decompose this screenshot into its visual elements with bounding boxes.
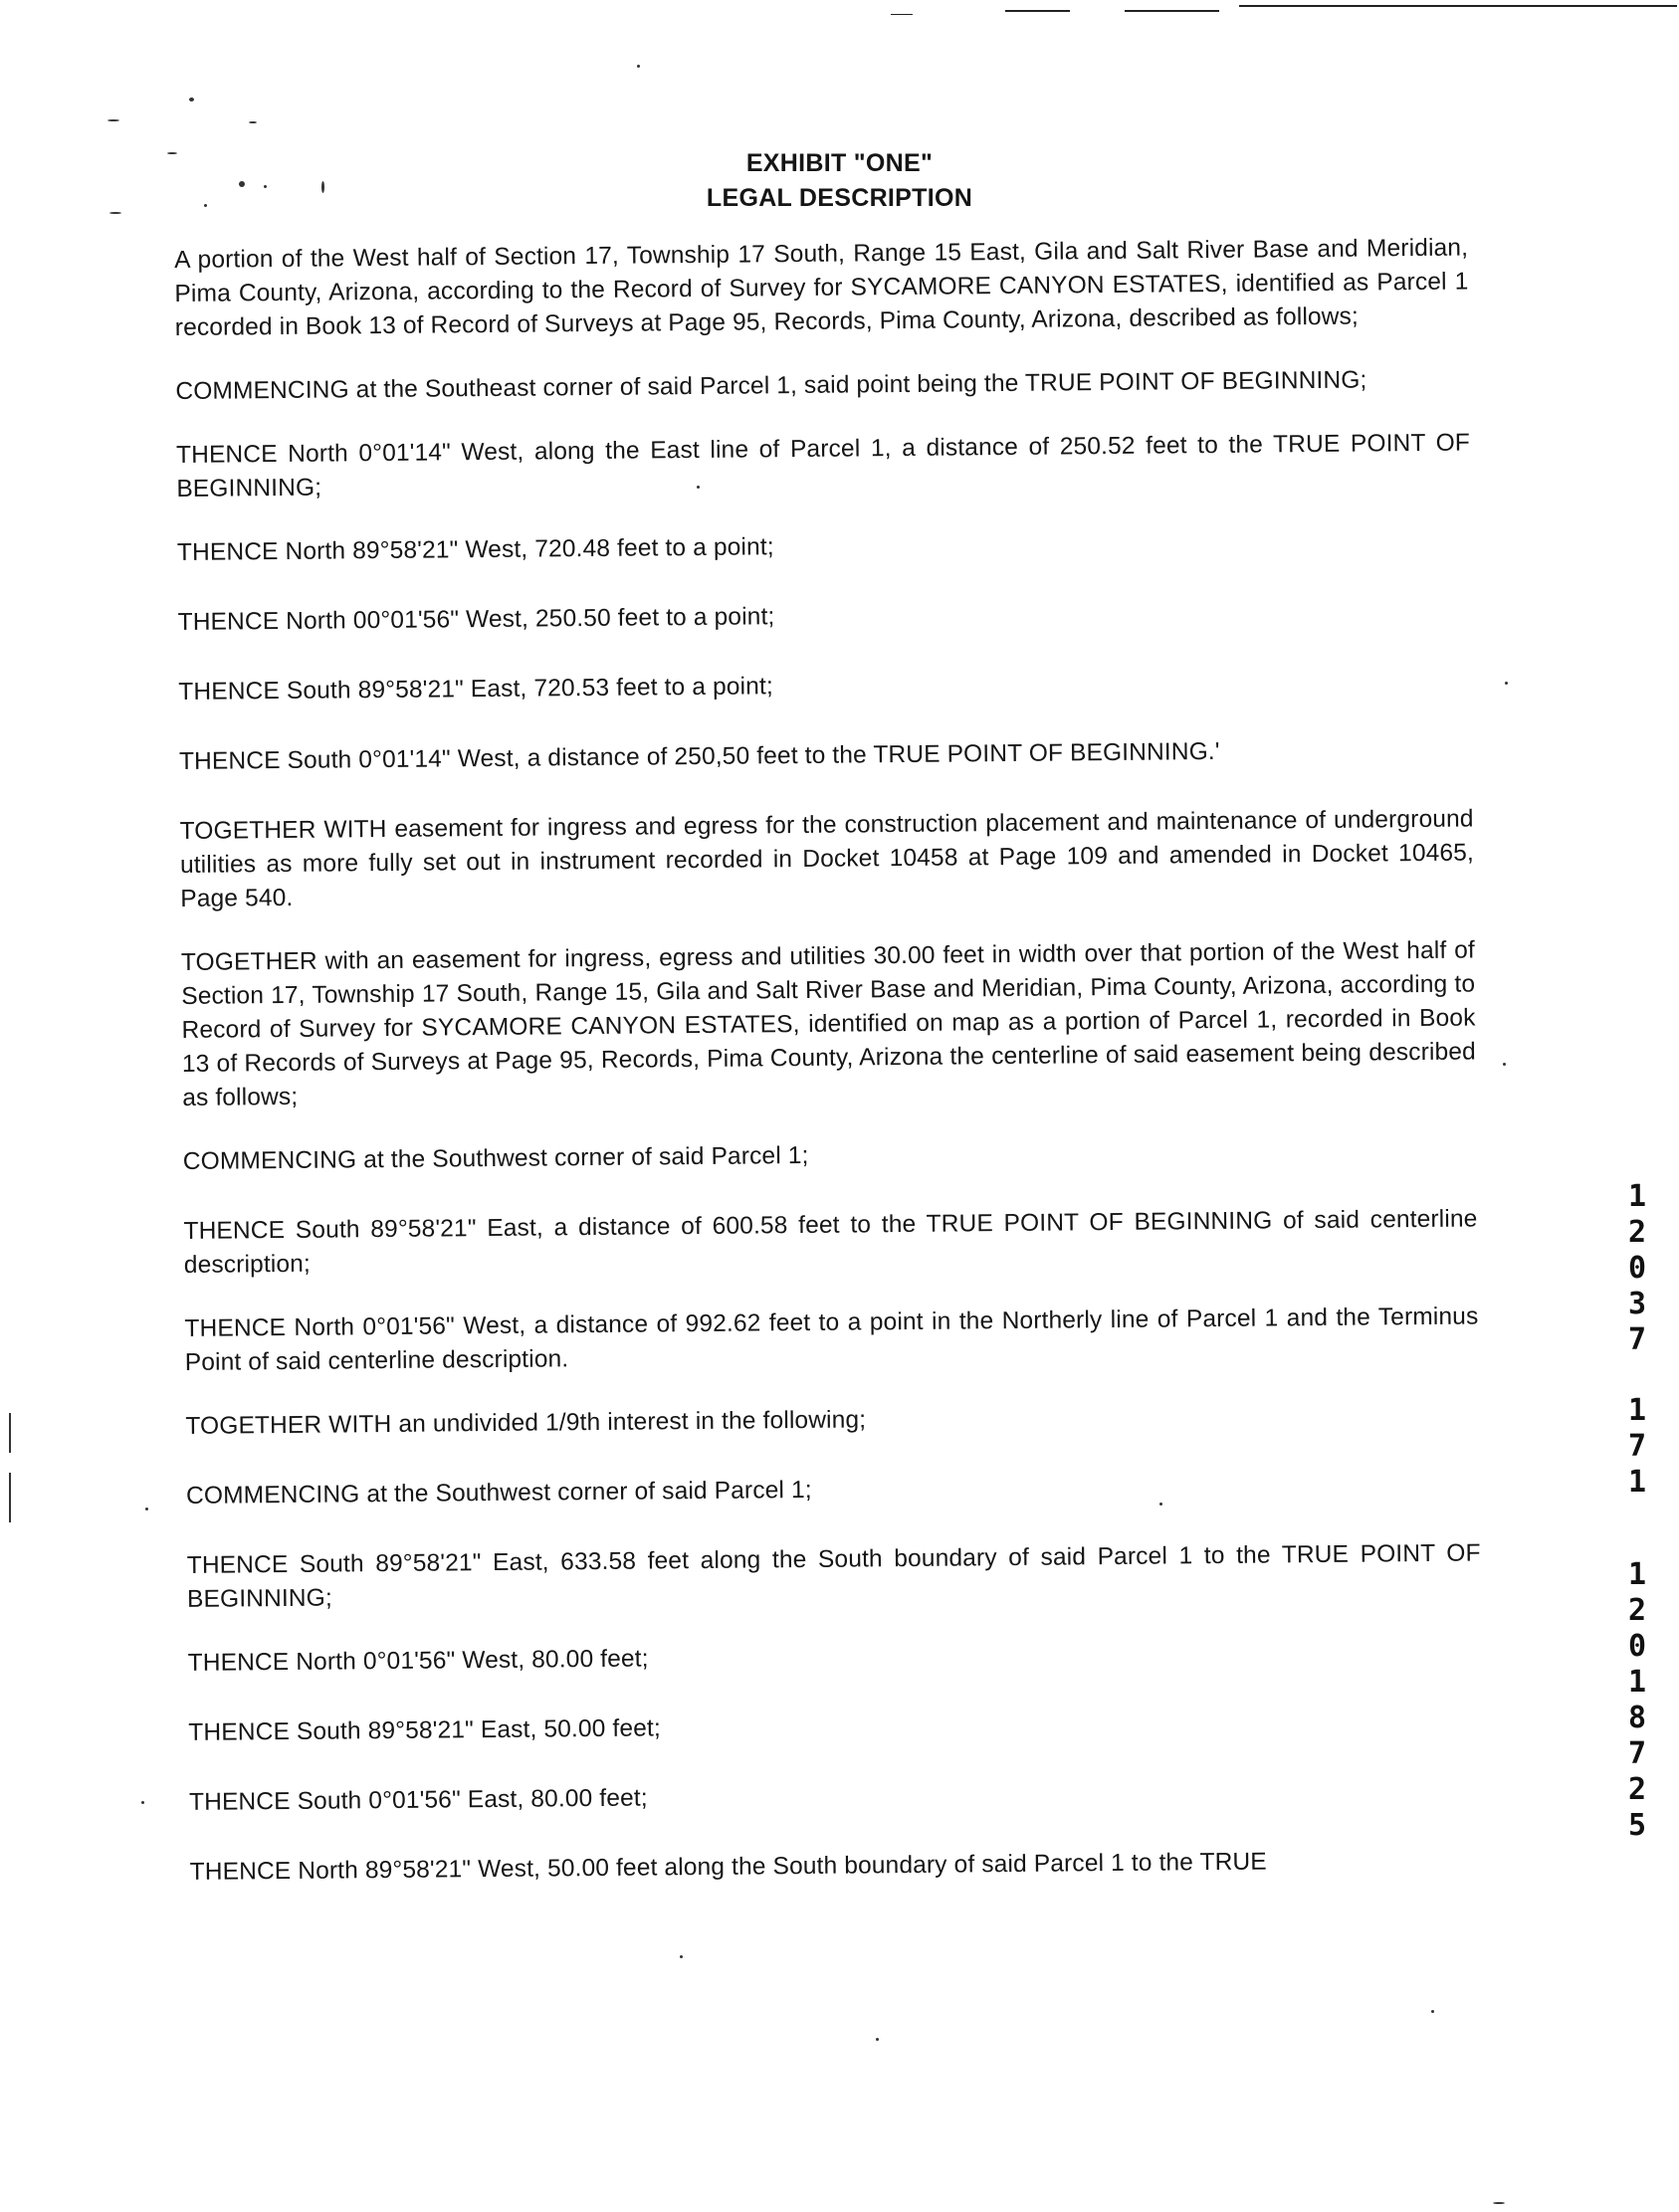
- thence-paragraph: THENCE South 89°58'21" East, 720.53 feet to a point;: [178, 673, 773, 705]
- scan-line: [1125, 10, 1219, 12]
- stamp-digit: 1: [1627, 1179, 1647, 1214]
- scan-line: [1239, 5, 1677, 7]
- intro-paragraph: A portion of the West half of Section 17, Township 17 South, Range 15 East, Gila and Salt River Base and Meridian, Pima County, Arizona, according to the Record of Survey for SYCAMORE CANYON ESTATES, identified as Parcel 1 recorded in Book 13 of Record of Surveys at Page 95, Records, Pima County, Arizona, described as follows;: [174, 234, 1469, 341]
- scan-speck: [107, 119, 119, 121]
- thence-paragraph: THENCE South 89°58'21" East, 633.58 feet along the South boundary of said Parcel 1 to the TRUE POINT OF BEGINNING;: [186, 1539, 1481, 1613]
- scan-speck: [141, 1801, 144, 1804]
- together-with-paragraph: TOGETHER with an easement for ingress, egress and utilities 30.00 feet in width over that portion of the West half of Section 17, Township 17 South, Range 15, Gila and Salt River Base and Meridian, Pima County, Arizona, according to Record of Survey for SYCAMORE CANYON ESTATES, identified on map as a portion of Parcel 1, recorded in Book 13 of Records of Surveys at Page 95, Records, Pima County, Arizona the centerline of said easement being described as follows;: [180, 936, 1476, 1111]
- docket-number-stamp: [1620, 1179, 1654, 1358]
- commencing-paragraph: COMMENCING at the Southwest corner of said Parcel 1;: [182, 1141, 809, 1175]
- stamp-digit: 0: [1627, 1629, 1647, 1664]
- stamp-digit: 3: [1627, 1287, 1647, 1321]
- stamp-digit: 2: [1627, 1215, 1647, 1250]
- scan-line: [1005, 10, 1070, 12]
- scan-margin-mark: [9, 1413, 11, 1453]
- thence-paragraph: THENCE North 89°58'21" West, 50.00 feet along the South boundary of said Parcel 1 to the TRUE: [189, 1848, 1267, 1886]
- scan-speck: [1505, 682, 1508, 685]
- stamp-digit: 5: [1627, 1808, 1647, 1843]
- legal-description-body: [174, 232, 1484, 1925]
- legal-description-title: LEGAL DESCRIPTION: [706, 184, 973, 212]
- commencing-paragraph: COMMENCING at the Southeast corner of said Parcel 1, said point being the TRUE POINT OF BEGINNING;: [175, 366, 1367, 405]
- scan-speck: [145, 1508, 148, 1510]
- thence-paragraph: THENCE South 89°58'21" East, a distance of 600.58 feet to the TRUE POINT OF BEGINNING of said centerline description;: [183, 1205, 1478, 1279]
- thence-paragraph: THENCE South 0°01'56" East, 80.00 feet;: [188, 1784, 648, 1816]
- stamp-digit: 2: [1627, 1593, 1647, 1628]
- stamp-digit: 0: [1627, 1251, 1647, 1286]
- scan-speck: [680, 1955, 683, 1958]
- stamp-digit: 7: [1627, 1322, 1647, 1357]
- thence-paragraph: THENCE North 0°01'56" West, a distance of 992.62 feet to a point in the Northerly line of Parcel 1 and the Terminus Point of said centerline description.: [184, 1303, 1479, 1376]
- together-with-paragraph: TOGETHER WITH easement for ingress and egress for the construction placement and maintenance of underground utilities as more fully set out in instrument recorded in Docket 10458 at Page 109 and amended in Docket 10465, Page 540.: [179, 805, 1475, 912]
- scan-speck: [249, 121, 257, 123]
- commencing-paragraph: COMMENCING at the Southwest corner of said Parcel 1;: [185, 1476, 812, 1509]
- scan-margin-mark: [9, 1473, 11, 1522]
- thence-paragraph: THENCE North 89°58'21" West, 720.48 feet to a point;: [176, 533, 774, 566]
- scan-speck: [876, 2038, 879, 2041]
- thence-paragraph: THENCE North 0°01'56" West, 80.00 feet;: [187, 1645, 649, 1677]
- stamp-digit: 1: [1627, 1665, 1647, 1700]
- thence-paragraph: THENCE South 0°01'14" West, a distance of 250,50 feet to the TRUE POINT OF BEGINNING.': [178, 737, 1220, 775]
- recording-number-stamp: [1620, 1557, 1654, 1844]
- page-number-stamp: [1620, 1393, 1654, 1501]
- stamp-digit: 1: [1627, 1557, 1647, 1592]
- thence-paragraph: THENCE North 0°01'14" West, along the East line of Parcel 1, a distance of 250.52 feet to the TRUE POINT OF BEGINNING;: [175, 429, 1471, 503]
- stamp-digit: 7: [1627, 1736, 1647, 1771]
- stamp-digit: 1: [1627, 1465, 1647, 1500]
- stamp-digit: 2: [1627, 1772, 1647, 1807]
- scan-speck: [1503, 1063, 1506, 1066]
- scan-speck: [1493, 2202, 1505, 2204]
- exhibit-title: EXHIBIT "ONE": [745, 149, 934, 177]
- scan-speck: [189, 98, 194, 101]
- scan-speck: [1431, 2010, 1434, 2013]
- stamp-digit: 8: [1627, 1701, 1647, 1735]
- stamp-digit: 7: [1627, 1429, 1647, 1464]
- thence-paragraph: THENCE South 89°58'21" East, 50.00 feet;: [188, 1714, 662, 1746]
- scan-speck: [637, 65, 640, 68]
- thence-paragraph: THENCE North 00°01'56" West, 250.50 feet to a point;: [177, 603, 775, 636]
- scan-line: [891, 14, 913, 15]
- stamp-digit: 1: [1627, 1393, 1647, 1428]
- together-with-paragraph: TOGETHER WITH an undivided 1/9th interest in the following;: [185, 1406, 867, 1440]
